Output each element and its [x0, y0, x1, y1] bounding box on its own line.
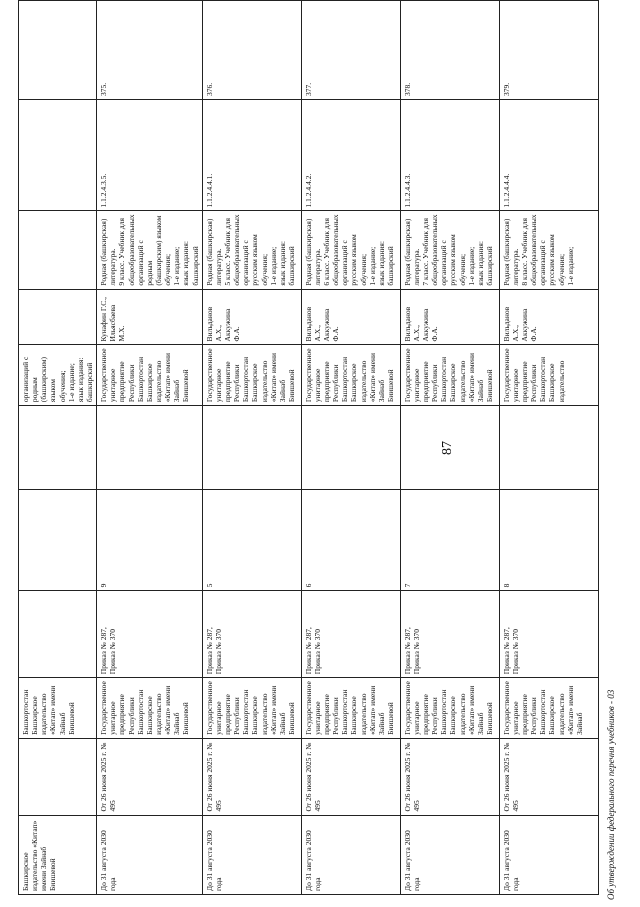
cell-title: Родная (башкирская) литература. 6 класс. Учебник для общеобразовательных организаций с русским языком обучения; 1-е издание; язык издания: башкирский [301, 211, 400, 289]
cell-final-publisher: Государственное унитарное предприятие Республики Башкортостан Башкирское издательство «Китап» имени Зайнаб Биишевой [301, 678, 400, 739]
cell-num: 376. [202, 1, 301, 100]
cell-grade: 6 [301, 489, 400, 591]
cell-title: Родная (башкирская) литература. 8 класс. Учебник для общеобразовательных организаций с русским языком обучения; 1-е издание; [499, 211, 598, 289]
table-row [202, 1, 301, 895]
textbook-table [18, 0, 599, 895]
cell-grade: 9 [97, 489, 203, 591]
cell-title: Родная (башкирская) литература. 5 класс. Учебник для общеобразовательных организаций с русским языком обучения; 1-е издание; язык издания: башкирский [202, 211, 301, 289]
cell-title: организаций с родным (башкирским) языком обучения; 1-е издание; язык издания: башкирский [19, 345, 97, 406]
cell-date-from: От 26 июня 2025 г. № 495 [400, 738, 499, 815]
cell-authors: Вильданов А.Х., Аккужина Ф.А. [202, 289, 301, 345]
cell-code: 1.1.2.4.4.1. [202, 100, 301, 211]
cell-empty [19, 1, 97, 100]
table-row-continuation [19, 1, 97, 895]
cell-empty [97, 406, 203, 489]
cell-order: Приказ № 287, Приказ № 370 [499, 591, 598, 678]
cell-date-to: До 31 августа 2030 года [499, 815, 598, 894]
cell-authors: Вильданов А.Х., Аккужина Ф.А. [499, 289, 598, 345]
cell-date-to: До 31 августа 2030 года [202, 815, 301, 894]
cell-code: 1.1.2.4.4.3. [400, 100, 499, 211]
cell-empty [202, 406, 301, 489]
cell-publisher: Башкортостан Башкирское издательство «Китап» имени Зайнаб Биишевой [19, 678, 97, 739]
cell-empty [19, 406, 97, 489]
cell-num: 377. [301, 1, 400, 100]
cell-empty [499, 406, 598, 489]
cell-grade: 5 [202, 489, 301, 591]
cell-code: 1.1.2.4.4.2. [301, 100, 400, 211]
cell-empty [301, 406, 400, 489]
cell-authors: Вильданов А.Х., Аккужина Ф.А. [301, 289, 400, 345]
cell-title: Родная (башкирская) литература. 9 класс. Учебник для общеобразовательных организаций с родным (башкирским) языком обучения; 1-е издание; язык издания: башкирский [97, 211, 203, 289]
cell-authors: Вильданов А.Х., Аккужина Ф.А. [400, 289, 499, 345]
cell-final-publisher: Государственное унитарное предприятие Республики Башкортостан Башкирское издательство «Китап» имени Зайнаб Биишевой [202, 678, 301, 739]
cell-publisher: Государственное унитарное предприятие Республики Башкортостан Башкирское издательство «Китап» имени Зайнаб Биишевой [202, 345, 301, 406]
cell-final-publisher: Государственное унитарное предприятие Республики Башкортостан Башкирское издательство «Китап» имени Зайнаб Биишевой [97, 678, 203, 739]
cell-date-to: До 31 августа 2030 года [97, 815, 203, 894]
cell-order: Приказ № 287, Приказ № 370 [97, 591, 203, 678]
footer-note: Об утверждении федерального перечня учебников - 03 [606, 689, 616, 900]
cell-publisher: Государственное унитарное предприятие Республики Башкортостан Башкирское издательство «Китап» имени Зайнаб Биишевой [400, 345, 499, 406]
cell-order: Приказ № 287, Приказ № 370 [400, 591, 499, 678]
cell-authors: Кунафин Г.С., Ильясбаева М.Х. [97, 289, 203, 345]
cell-order: Приказ № 287, Приказ № 370 [202, 591, 301, 678]
table-body [19, 1, 599, 895]
cell-num: 379. [499, 1, 598, 100]
cell-title: Родная (башкирская) литература. 7 класс. Учебник для общеобразовательных организаций с русским языком обучения; 1-е издание; язык издания: башкирский [400, 211, 499, 289]
table-row [400, 1, 499, 895]
cell-empty [19, 100, 97, 211]
cell-order: Приказ № 287, Приказ № 370 [301, 591, 400, 678]
cell-code: 1.1.2.4.4.4. [499, 100, 598, 211]
cell-num: 375. [97, 1, 203, 100]
cell-date-from: От 26 июня 2025 г. № 495 [499, 738, 598, 815]
cell-empty [19, 591, 97, 678]
cell-publisher: Государственное унитарное предприятие Республики Башкортостан Башкирское издательство «Китап» имени Зайнаб Биишевой [301, 345, 400, 406]
table-row [301, 1, 400, 895]
cell-final-publisher: Государственное унитарное предприятие Республики Башкортостан Башкирское издательство «Китап» имени Зайнаб Биишевой [400, 678, 499, 739]
cell-date-from: От 26 июня 2025 г. № 495 [97, 738, 203, 815]
cell-publisher: Государственное унитарное предприятие Республики Башкортостан Башкирское издательство [499, 345, 598, 406]
cell-empty [19, 289, 97, 345]
cell-grade: 7 [400, 489, 499, 591]
cell-empty [19, 489, 97, 591]
page-number: 87 [440, 441, 455, 455]
cell-empty [19, 738, 97, 815]
cell-code: 1.1.2.4.3.5. [97, 100, 203, 211]
cell-num: 378. [400, 1, 499, 100]
table-row [97, 1, 203, 895]
cell-empty [19, 211, 97, 289]
cell-date-from: От 26 июня 2025 г. № 495 [301, 738, 400, 815]
cell-final-publisher: Башкирское издательство «Китап» имени Зайнаб Биишевой [19, 815, 97, 894]
cell-publisher: Государственное унитарное предприятие Республики Башкортостан Башкирское издательство «Китап» имени Зайнаб Биишевой [97, 345, 203, 406]
cell-date-to: До 31 августа 2030 года [400, 815, 499, 894]
cell-date-from: От 26 июня 2025 г. № 495 [202, 738, 301, 815]
cell-final-publisher: Государственное унитарное предприятие Республики Башкортостан Башкирское издательство «Китап» имени Зайнаб [499, 678, 598, 739]
table-row [499, 1, 598, 895]
cell-grade: 8 [499, 489, 598, 591]
cell-empty [400, 406, 499, 489]
cell-date-to: До 31 августа 2030 года [301, 815, 400, 894]
